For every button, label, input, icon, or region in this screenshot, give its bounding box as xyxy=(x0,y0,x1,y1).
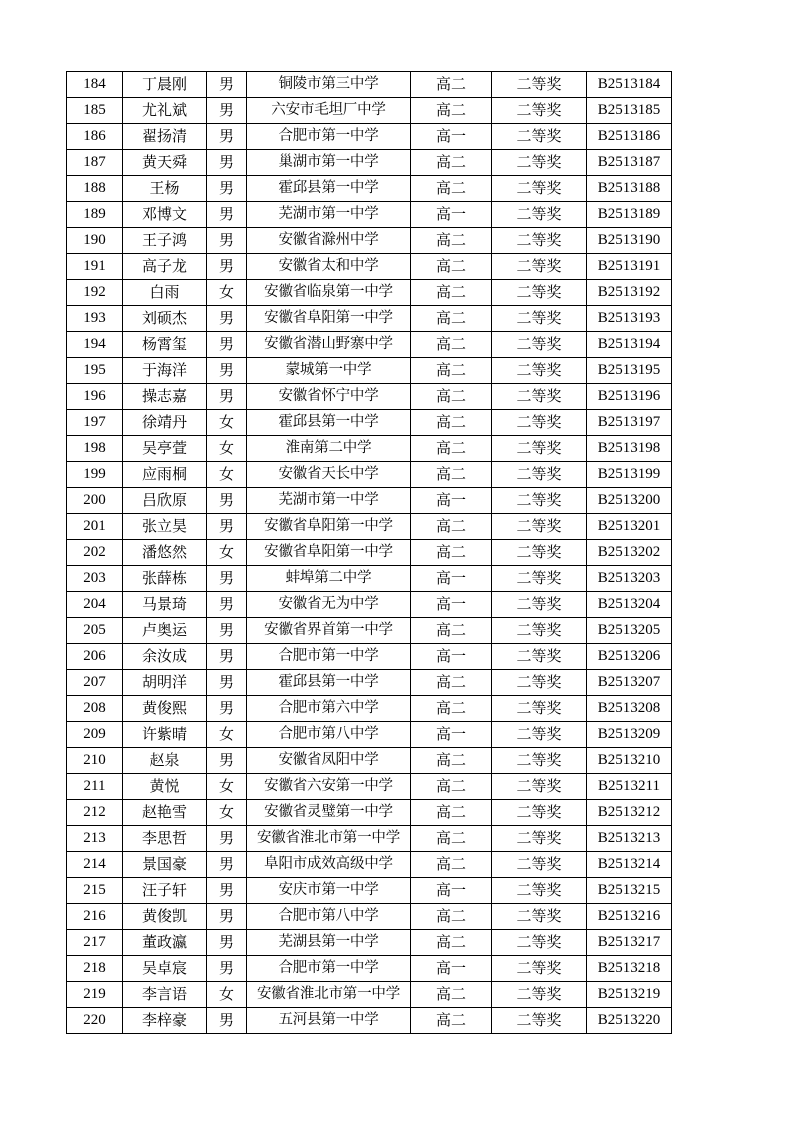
cell-award: 二等奖 xyxy=(492,722,587,748)
cell-certificate-code: B2513194 xyxy=(587,332,672,358)
cell-award: 二等奖 xyxy=(492,800,587,826)
cell-number: 213 xyxy=(67,826,123,852)
cell-certificate-code: B2513196 xyxy=(587,384,672,410)
award-table xyxy=(66,71,672,1034)
cell-gender: 男 xyxy=(207,488,247,514)
cell-gender: 男 xyxy=(207,826,247,852)
cell-grade: 高二 xyxy=(411,982,492,1008)
cell-school: 安徽省临泉第一中学 xyxy=(247,280,411,306)
cell-number: 199 xyxy=(67,462,123,488)
cell-school: 淮南第二中学 xyxy=(247,436,411,462)
cell-name: 赵泉 xyxy=(123,748,207,774)
cell-grade: 高一 xyxy=(411,488,492,514)
cell-name: 张立昊 xyxy=(123,514,207,540)
cell-name: 赵艳雪 xyxy=(123,800,207,826)
cell-certificate-code: B2513186 xyxy=(587,124,672,150)
cell-certificate-code: B2513188 xyxy=(587,176,672,202)
cell-award: 二等奖 xyxy=(492,852,587,878)
cell-name: 李言语 xyxy=(123,982,207,1008)
cell-number: 186 xyxy=(67,124,123,150)
cell-gender: 男 xyxy=(207,358,247,384)
cell-school: 安徽省阜阳第一中学 xyxy=(247,514,411,540)
cell-gender: 男 xyxy=(207,306,247,332)
cell-gender: 男 xyxy=(207,228,247,254)
cell-name: 吴亭萱 xyxy=(123,436,207,462)
cell-number: 207 xyxy=(67,670,123,696)
cell-grade: 高二 xyxy=(411,1008,492,1034)
cell-grade: 高二 xyxy=(411,254,492,280)
table-row xyxy=(67,410,672,436)
cell-number: 220 xyxy=(67,1008,123,1034)
cell-name: 白雨 xyxy=(123,280,207,306)
cell-number: 191 xyxy=(67,254,123,280)
cell-grade: 高一 xyxy=(411,566,492,592)
cell-number: 212 xyxy=(67,800,123,826)
cell-school: 芜湖市第一中学 xyxy=(247,202,411,228)
cell-school: 五河县第一中学 xyxy=(247,1008,411,1034)
cell-number: 204 xyxy=(67,592,123,618)
cell-grade: 高二 xyxy=(411,306,492,332)
cell-school: 安徽省凤阳中学 xyxy=(247,748,411,774)
cell-certificate-code: B2513214 xyxy=(587,852,672,878)
cell-name: 徐靖丹 xyxy=(123,410,207,436)
table-row xyxy=(67,176,672,202)
cell-gender: 女 xyxy=(207,982,247,1008)
cell-number: 194 xyxy=(67,332,123,358)
cell-name: 许紫晴 xyxy=(123,722,207,748)
cell-number: 202 xyxy=(67,540,123,566)
cell-award: 二等奖 xyxy=(492,488,587,514)
cell-grade: 高一 xyxy=(411,592,492,618)
cell-school: 安徽省灵璧第一中学 xyxy=(247,800,411,826)
cell-gender: 男 xyxy=(207,670,247,696)
cell-grade: 高二 xyxy=(411,176,492,202)
table-row xyxy=(67,800,672,826)
table-row xyxy=(67,332,672,358)
cell-school: 安徽省潜山野寨中学 xyxy=(247,332,411,358)
cell-number: 211 xyxy=(67,774,123,800)
cell-award: 二等奖 xyxy=(492,254,587,280)
table-row xyxy=(67,956,672,982)
table-row xyxy=(67,306,672,332)
cell-gender: 女 xyxy=(207,462,247,488)
cell-number: 187 xyxy=(67,150,123,176)
cell-number: 185 xyxy=(67,98,123,124)
table-row xyxy=(67,982,672,1008)
cell-grade: 高二 xyxy=(411,930,492,956)
table-row xyxy=(67,930,672,956)
cell-gender: 男 xyxy=(207,150,247,176)
cell-grade: 高二 xyxy=(411,410,492,436)
table-row xyxy=(67,566,672,592)
cell-number: 192 xyxy=(67,280,123,306)
cell-award: 二等奖 xyxy=(492,228,587,254)
cell-award: 二等奖 xyxy=(492,540,587,566)
cell-gender: 男 xyxy=(207,1008,247,1034)
cell-grade: 高一 xyxy=(411,722,492,748)
cell-grade: 高二 xyxy=(411,826,492,852)
award-table-body xyxy=(67,72,672,1034)
cell-school: 合肥市第六中学 xyxy=(247,696,411,722)
table-row xyxy=(67,280,672,306)
cell-award: 二等奖 xyxy=(492,462,587,488)
table-row xyxy=(67,748,672,774)
table-row xyxy=(67,644,672,670)
table-row xyxy=(67,98,672,124)
cell-certificate-code: B2513192 xyxy=(587,280,672,306)
cell-gender: 女 xyxy=(207,410,247,436)
cell-number: 198 xyxy=(67,436,123,462)
table-row xyxy=(67,904,672,930)
cell-school: 安徽省淮北市第一中学 xyxy=(247,826,411,852)
table-row xyxy=(67,670,672,696)
cell-gender: 男 xyxy=(207,878,247,904)
cell-gender: 男 xyxy=(207,592,247,618)
cell-grade: 高二 xyxy=(411,670,492,696)
table-row xyxy=(67,826,672,852)
table-row xyxy=(67,722,672,748)
cell-grade: 高二 xyxy=(411,540,492,566)
cell-gender: 女 xyxy=(207,436,247,462)
cell-grade: 高二 xyxy=(411,852,492,878)
cell-certificate-code: B2513218 xyxy=(587,956,672,982)
table-row xyxy=(67,436,672,462)
cell-grade: 高二 xyxy=(411,72,492,98)
table-row xyxy=(67,384,672,410)
cell-name: 潘悠然 xyxy=(123,540,207,566)
cell-grade: 高二 xyxy=(411,462,492,488)
cell-certificate-code: B2513193 xyxy=(587,306,672,332)
cell-gender: 男 xyxy=(207,930,247,956)
cell-name: 翟扬清 xyxy=(123,124,207,150)
cell-grade: 高一 xyxy=(411,956,492,982)
cell-certificate-code: B2513184 xyxy=(587,72,672,98)
cell-grade: 高二 xyxy=(411,98,492,124)
cell-name: 李梓豪 xyxy=(123,1008,207,1034)
cell-number: 193 xyxy=(67,306,123,332)
cell-name: 张薛栋 xyxy=(123,566,207,592)
cell-gender: 男 xyxy=(207,696,247,722)
cell-gender: 男 xyxy=(207,72,247,98)
cell-certificate-code: B2513195 xyxy=(587,358,672,384)
cell-school: 蚌埠第二中学 xyxy=(247,566,411,592)
cell-gender: 男 xyxy=(207,332,247,358)
cell-name: 邓博文 xyxy=(123,202,207,228)
cell-certificate-code: B2513220 xyxy=(587,1008,672,1034)
cell-certificate-code: B2513203 xyxy=(587,566,672,592)
cell-number: 190 xyxy=(67,228,123,254)
cell-certificate-code: B2513189 xyxy=(587,202,672,228)
cell-award: 二等奖 xyxy=(492,696,587,722)
cell-gender: 女 xyxy=(207,540,247,566)
cell-award: 二等奖 xyxy=(492,956,587,982)
cell-gender: 男 xyxy=(207,852,247,878)
cell-award: 二等奖 xyxy=(492,748,587,774)
cell-certificate-code: B2513205 xyxy=(587,618,672,644)
cell-award: 二等奖 xyxy=(492,306,587,332)
cell-award: 二等奖 xyxy=(492,930,587,956)
cell-award: 二等奖 xyxy=(492,72,587,98)
cell-number: 197 xyxy=(67,410,123,436)
cell-award: 二等奖 xyxy=(492,826,587,852)
cell-award: 二等奖 xyxy=(492,592,587,618)
cell-certificate-code: B2513187 xyxy=(587,150,672,176)
cell-school: 安徽省怀宁中学 xyxy=(247,384,411,410)
cell-grade: 高一 xyxy=(411,202,492,228)
cell-name: 操志嘉 xyxy=(123,384,207,410)
cell-name: 吕欣原 xyxy=(123,488,207,514)
cell-number: 219 xyxy=(67,982,123,1008)
cell-school: 安徽省阜阳第一中学 xyxy=(247,306,411,332)
cell-award: 二等奖 xyxy=(492,436,587,462)
cell-number: 215 xyxy=(67,878,123,904)
cell-gender: 女 xyxy=(207,280,247,306)
table-row xyxy=(67,540,672,566)
cell-name: 尤礼斌 xyxy=(123,98,207,124)
cell-school: 芜湖市第一中学 xyxy=(247,488,411,514)
cell-gender: 男 xyxy=(207,618,247,644)
cell-gender: 女 xyxy=(207,774,247,800)
cell-gender: 男 xyxy=(207,254,247,280)
cell-school: 巢湖市第一中学 xyxy=(247,150,411,176)
cell-gender: 男 xyxy=(207,644,247,670)
cell-certificate-code: B2513200 xyxy=(587,488,672,514)
table-row xyxy=(67,514,672,540)
cell-school: 铜陵市第三中学 xyxy=(247,72,411,98)
cell-school: 安徽省太和中学 xyxy=(247,254,411,280)
cell-name: 于海洋 xyxy=(123,358,207,384)
cell-school: 霍邱县第一中学 xyxy=(247,176,411,202)
cell-certificate-code: B2513208 xyxy=(587,696,672,722)
cell-school: 合肥市第八中学 xyxy=(247,904,411,930)
cell-award: 二等奖 xyxy=(492,176,587,202)
cell-certificate-code: B2513197 xyxy=(587,410,672,436)
cell-gender: 男 xyxy=(207,202,247,228)
cell-number: 214 xyxy=(67,852,123,878)
cell-name: 马景琦 xyxy=(123,592,207,618)
cell-name: 应雨桐 xyxy=(123,462,207,488)
cell-name: 刘硕杰 xyxy=(123,306,207,332)
table-row xyxy=(67,358,672,384)
cell-school: 霍邱县第一中学 xyxy=(247,670,411,696)
cell-award: 二等奖 xyxy=(492,124,587,150)
cell-grade: 高二 xyxy=(411,280,492,306)
cell-school: 安徽省天长中学 xyxy=(247,462,411,488)
cell-number: 203 xyxy=(67,566,123,592)
cell-grade: 高二 xyxy=(411,436,492,462)
cell-gender: 男 xyxy=(207,566,247,592)
cell-certificate-code: B2513206 xyxy=(587,644,672,670)
cell-certificate-code: B2513191 xyxy=(587,254,672,280)
cell-number: 200 xyxy=(67,488,123,514)
cell-certificate-code: B2513210 xyxy=(587,748,672,774)
cell-gender: 男 xyxy=(207,748,247,774)
cell-name: 王子鸿 xyxy=(123,228,207,254)
cell-award: 二等奖 xyxy=(492,982,587,1008)
table-row xyxy=(67,150,672,176)
cell-number: 209 xyxy=(67,722,123,748)
table-row xyxy=(67,878,672,904)
cell-award: 二等奖 xyxy=(492,1008,587,1034)
cell-number: 205 xyxy=(67,618,123,644)
cell-certificate-code: B2513216 xyxy=(587,904,672,930)
cell-certificate-code: B2513217 xyxy=(587,930,672,956)
cell-certificate-code: B2513204 xyxy=(587,592,672,618)
cell-gender: 男 xyxy=(207,514,247,540)
cell-name: 李思哲 xyxy=(123,826,207,852)
cell-grade: 高二 xyxy=(411,358,492,384)
cell-award: 二等奖 xyxy=(492,644,587,670)
cell-name: 丁晨刚 xyxy=(123,72,207,98)
cell-school: 安徽省阜阳第一中学 xyxy=(247,540,411,566)
cell-certificate-code: B2513211 xyxy=(587,774,672,800)
table-row xyxy=(67,852,672,878)
cell-certificate-code: B2513190 xyxy=(587,228,672,254)
cell-gender: 男 xyxy=(207,176,247,202)
cell-certificate-code: B2513198 xyxy=(587,436,672,462)
cell-school: 安徽省六安第一中学 xyxy=(247,774,411,800)
cell-school: 阜阳市成效高级中学 xyxy=(247,852,411,878)
cell-grade: 高二 xyxy=(411,800,492,826)
table-row xyxy=(67,72,672,98)
cell-number: 195 xyxy=(67,358,123,384)
cell-award: 二等奖 xyxy=(492,670,587,696)
cell-gender: 女 xyxy=(207,800,247,826)
cell-school: 安徽省滁州中学 xyxy=(247,228,411,254)
cell-grade: 高一 xyxy=(411,124,492,150)
cell-gender: 女 xyxy=(207,722,247,748)
cell-grade: 高二 xyxy=(411,748,492,774)
cell-award: 二等奖 xyxy=(492,358,587,384)
table-row xyxy=(67,488,672,514)
cell-certificate-code: B2513199 xyxy=(587,462,672,488)
table-row xyxy=(67,592,672,618)
cell-award: 二等奖 xyxy=(492,280,587,306)
cell-award: 二等奖 xyxy=(492,332,587,358)
cell-number: 216 xyxy=(67,904,123,930)
cell-number: 188 xyxy=(67,176,123,202)
cell-name: 王杨 xyxy=(123,176,207,202)
cell-award: 二等奖 xyxy=(492,618,587,644)
cell-school: 合肥市第八中学 xyxy=(247,722,411,748)
cell-gender: 男 xyxy=(207,98,247,124)
cell-name: 景国豪 xyxy=(123,852,207,878)
table-row xyxy=(67,618,672,644)
table-row xyxy=(67,202,672,228)
cell-number: 206 xyxy=(67,644,123,670)
cell-name: 高子龙 xyxy=(123,254,207,280)
cell-certificate-code: B2513213 xyxy=(587,826,672,852)
cell-gender: 男 xyxy=(207,956,247,982)
cell-name: 卢奥运 xyxy=(123,618,207,644)
table-row xyxy=(67,462,672,488)
cell-award: 二等奖 xyxy=(492,202,587,228)
cell-grade: 高一 xyxy=(411,878,492,904)
cell-name: 胡明洋 xyxy=(123,670,207,696)
cell-grade: 高二 xyxy=(411,696,492,722)
table-row xyxy=(67,774,672,800)
cell-certificate-code: B2513212 xyxy=(587,800,672,826)
table-row xyxy=(67,696,672,722)
cell-school: 合肥市第一中学 xyxy=(247,644,411,670)
cell-school: 安徽省无为中学 xyxy=(247,592,411,618)
cell-grade: 高二 xyxy=(411,332,492,358)
cell-school: 安庆市第一中学 xyxy=(247,878,411,904)
cell-grade: 高二 xyxy=(411,514,492,540)
cell-school: 合肥市第一中学 xyxy=(247,124,411,150)
cell-certificate-code: B2513201 xyxy=(587,514,672,540)
cell-award: 二等奖 xyxy=(492,904,587,930)
cell-school: 六安市毛坦厂中学 xyxy=(247,98,411,124)
cell-school: 安徽省界首第一中学 xyxy=(247,618,411,644)
cell-award: 二等奖 xyxy=(492,384,587,410)
cell-name: 黄俊凯 xyxy=(123,904,207,930)
cell-certificate-code: B2513219 xyxy=(587,982,672,1008)
cell-number: 218 xyxy=(67,956,123,982)
cell-school: 安徽省淮北市第一中学 xyxy=(247,982,411,1008)
cell-gender: 男 xyxy=(207,904,247,930)
cell-award: 二等奖 xyxy=(492,878,587,904)
cell-school: 芜湖县第一中学 xyxy=(247,930,411,956)
cell-number: 210 xyxy=(67,748,123,774)
cell-name: 杨霄玺 xyxy=(123,332,207,358)
cell-award: 二等奖 xyxy=(492,98,587,124)
cell-number: 217 xyxy=(67,930,123,956)
cell-grade: 高二 xyxy=(411,774,492,800)
cell-certificate-code: B2513207 xyxy=(587,670,672,696)
cell-award: 二等奖 xyxy=(492,514,587,540)
cell-gender: 男 xyxy=(207,384,247,410)
cell-certificate-code: B2513215 xyxy=(587,878,672,904)
cell-certificate-code: B2513202 xyxy=(587,540,672,566)
cell-name: 黄悦 xyxy=(123,774,207,800)
cell-award: 二等奖 xyxy=(492,774,587,800)
cell-grade: 高二 xyxy=(411,904,492,930)
cell-number: 196 xyxy=(67,384,123,410)
cell-name: 黄天舜 xyxy=(123,150,207,176)
cell-name: 黄俊熙 xyxy=(123,696,207,722)
table-row xyxy=(67,1008,672,1034)
cell-number: 189 xyxy=(67,202,123,228)
table-row xyxy=(67,124,672,150)
table-row xyxy=(67,228,672,254)
cell-number: 201 xyxy=(67,514,123,540)
cell-name: 余汝成 xyxy=(123,644,207,670)
table-row xyxy=(67,254,672,280)
cell-number: 208 xyxy=(67,696,123,722)
cell-gender: 男 xyxy=(207,124,247,150)
cell-name: 吴卓宸 xyxy=(123,956,207,982)
cell-name: 汪子轩 xyxy=(123,878,207,904)
cell-grade: 高二 xyxy=(411,384,492,410)
cell-name: 董政瀛 xyxy=(123,930,207,956)
cell-award: 二等奖 xyxy=(492,566,587,592)
cell-number: 184 xyxy=(67,72,123,98)
cell-award: 二等奖 xyxy=(492,150,587,176)
cell-grade: 高二 xyxy=(411,228,492,254)
cell-school: 合肥市第一中学 xyxy=(247,956,411,982)
cell-certificate-code: B2513185 xyxy=(587,98,672,124)
cell-certificate-code: B2513209 xyxy=(587,722,672,748)
cell-school: 霍邱县第一中学 xyxy=(247,410,411,436)
cell-grade: 高二 xyxy=(411,618,492,644)
cell-grade: 高一 xyxy=(411,644,492,670)
cell-school: 蒙城第一中学 xyxy=(247,358,411,384)
cell-award: 二等奖 xyxy=(492,410,587,436)
cell-grade: 高二 xyxy=(411,150,492,176)
